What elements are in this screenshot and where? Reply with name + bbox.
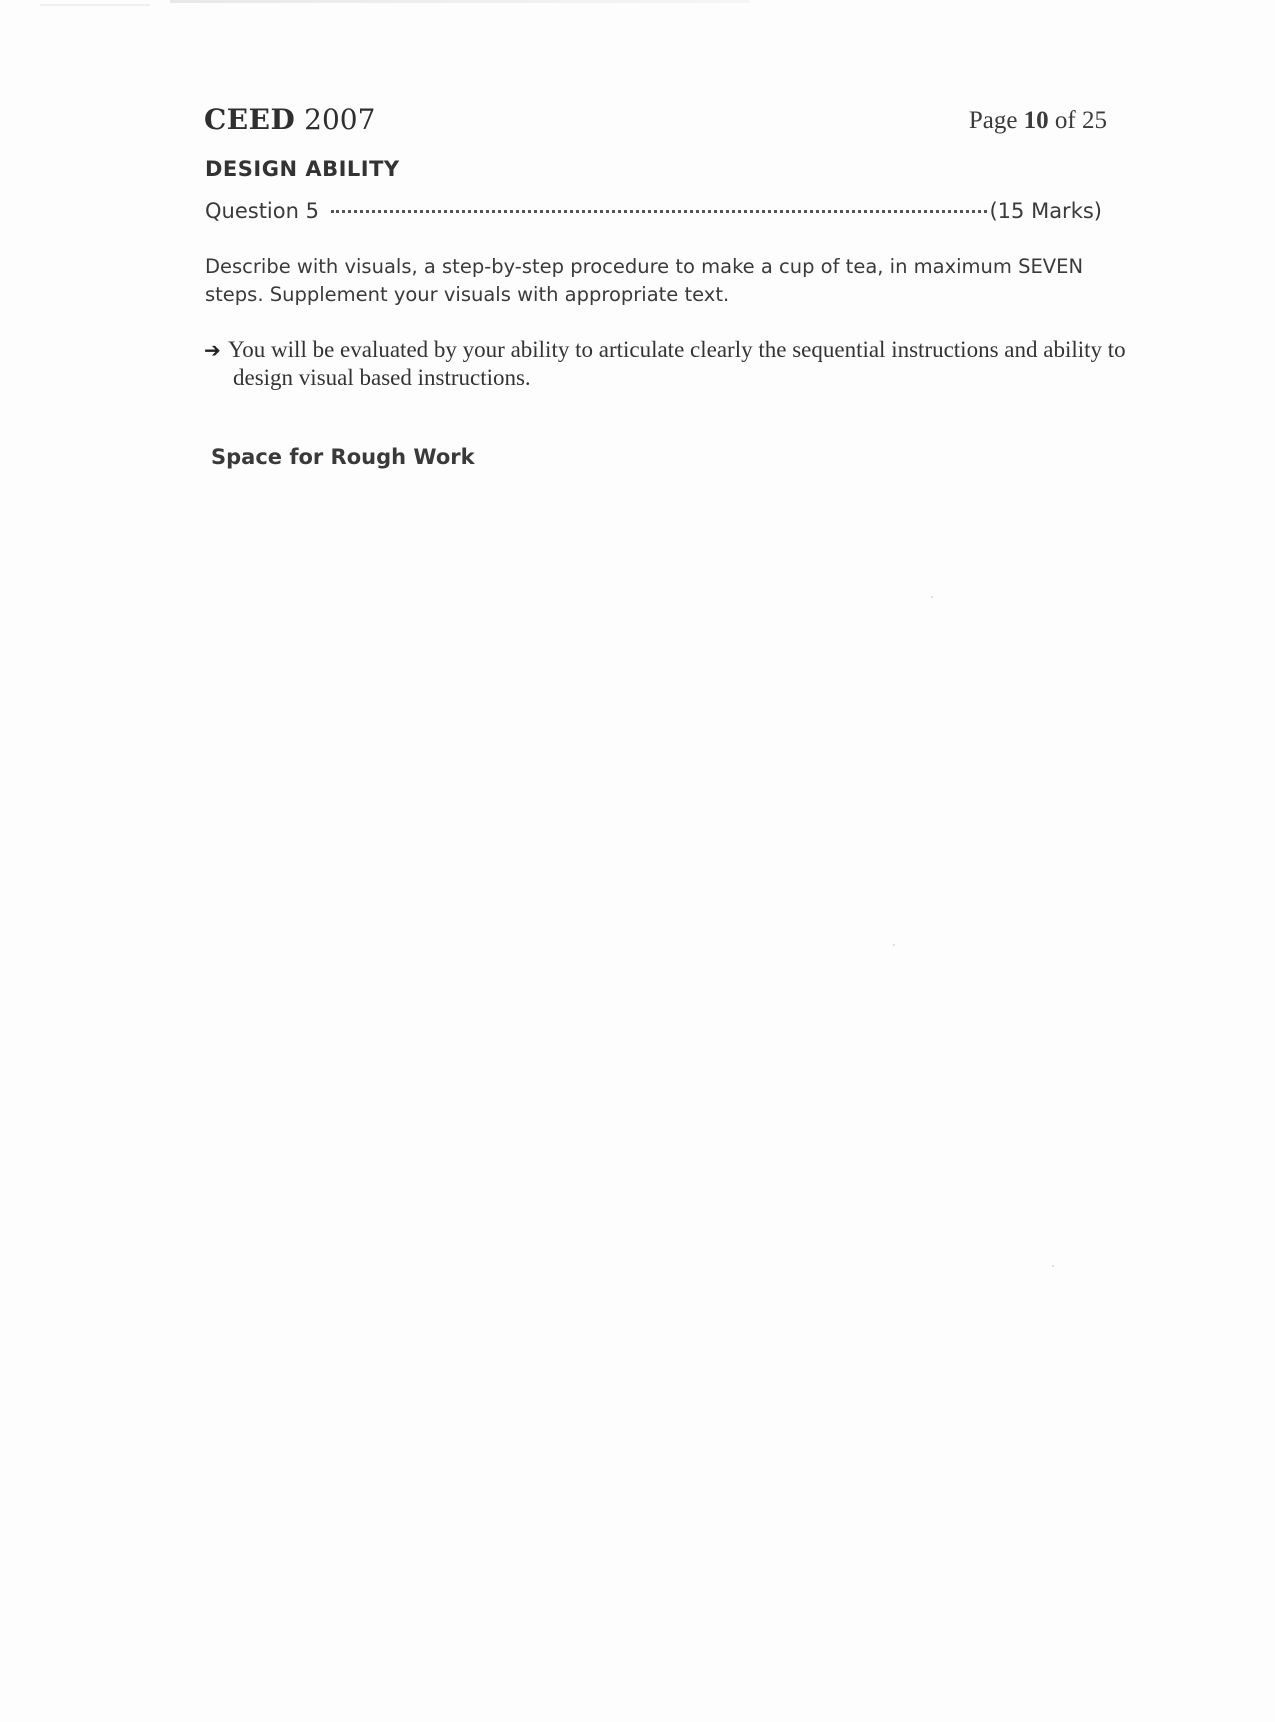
scan-speck: [931, 596, 933, 598]
page-prefix: Page: [968, 107, 1018, 134]
scan-speck: [893, 944, 895, 946]
page-number: [969, 107, 1107, 135]
section-title: DESIGN ABILITY: [205, 157, 400, 181]
page-of: of: [1054, 107, 1076, 134]
exam-title: [204, 103, 375, 136]
exam-code: CEED: [204, 103, 296, 136]
evaluation-text: You will be evaluated by your ability to articulate clearly the sequential instructions and ability to design visual based instructions.: [228, 337, 1126, 390]
exam-year: 2007: [304, 103, 376, 136]
question-description: Describe with visuals, a step-by-step procedure to make a cup of tea, in maximum SEVEN steps. Supplement your visuals with appropriate text.: [205, 255, 1084, 306]
page-total: 25: [1082, 107, 1107, 134]
page-current: 10: [1023, 107, 1049, 134]
evaluation-note: [204, 336, 1133, 391]
rough-work-label: Space for Rough Work: [211, 445, 475, 469]
dotted-leader: [331, 209, 988, 213]
scan-speck: [1052, 1265, 1054, 1267]
question-label: Question 5: [205, 199, 319, 223]
question-heading: [205, 199, 1102, 229]
scan-artifact: [170, 0, 750, 3]
scan-artifact: [40, 4, 150, 6]
page-header: [204, 103, 1107, 143]
right-arrow-icon: ➔: [204, 338, 221, 362]
question-marks: (15 Marks): [989, 199, 1102, 223]
